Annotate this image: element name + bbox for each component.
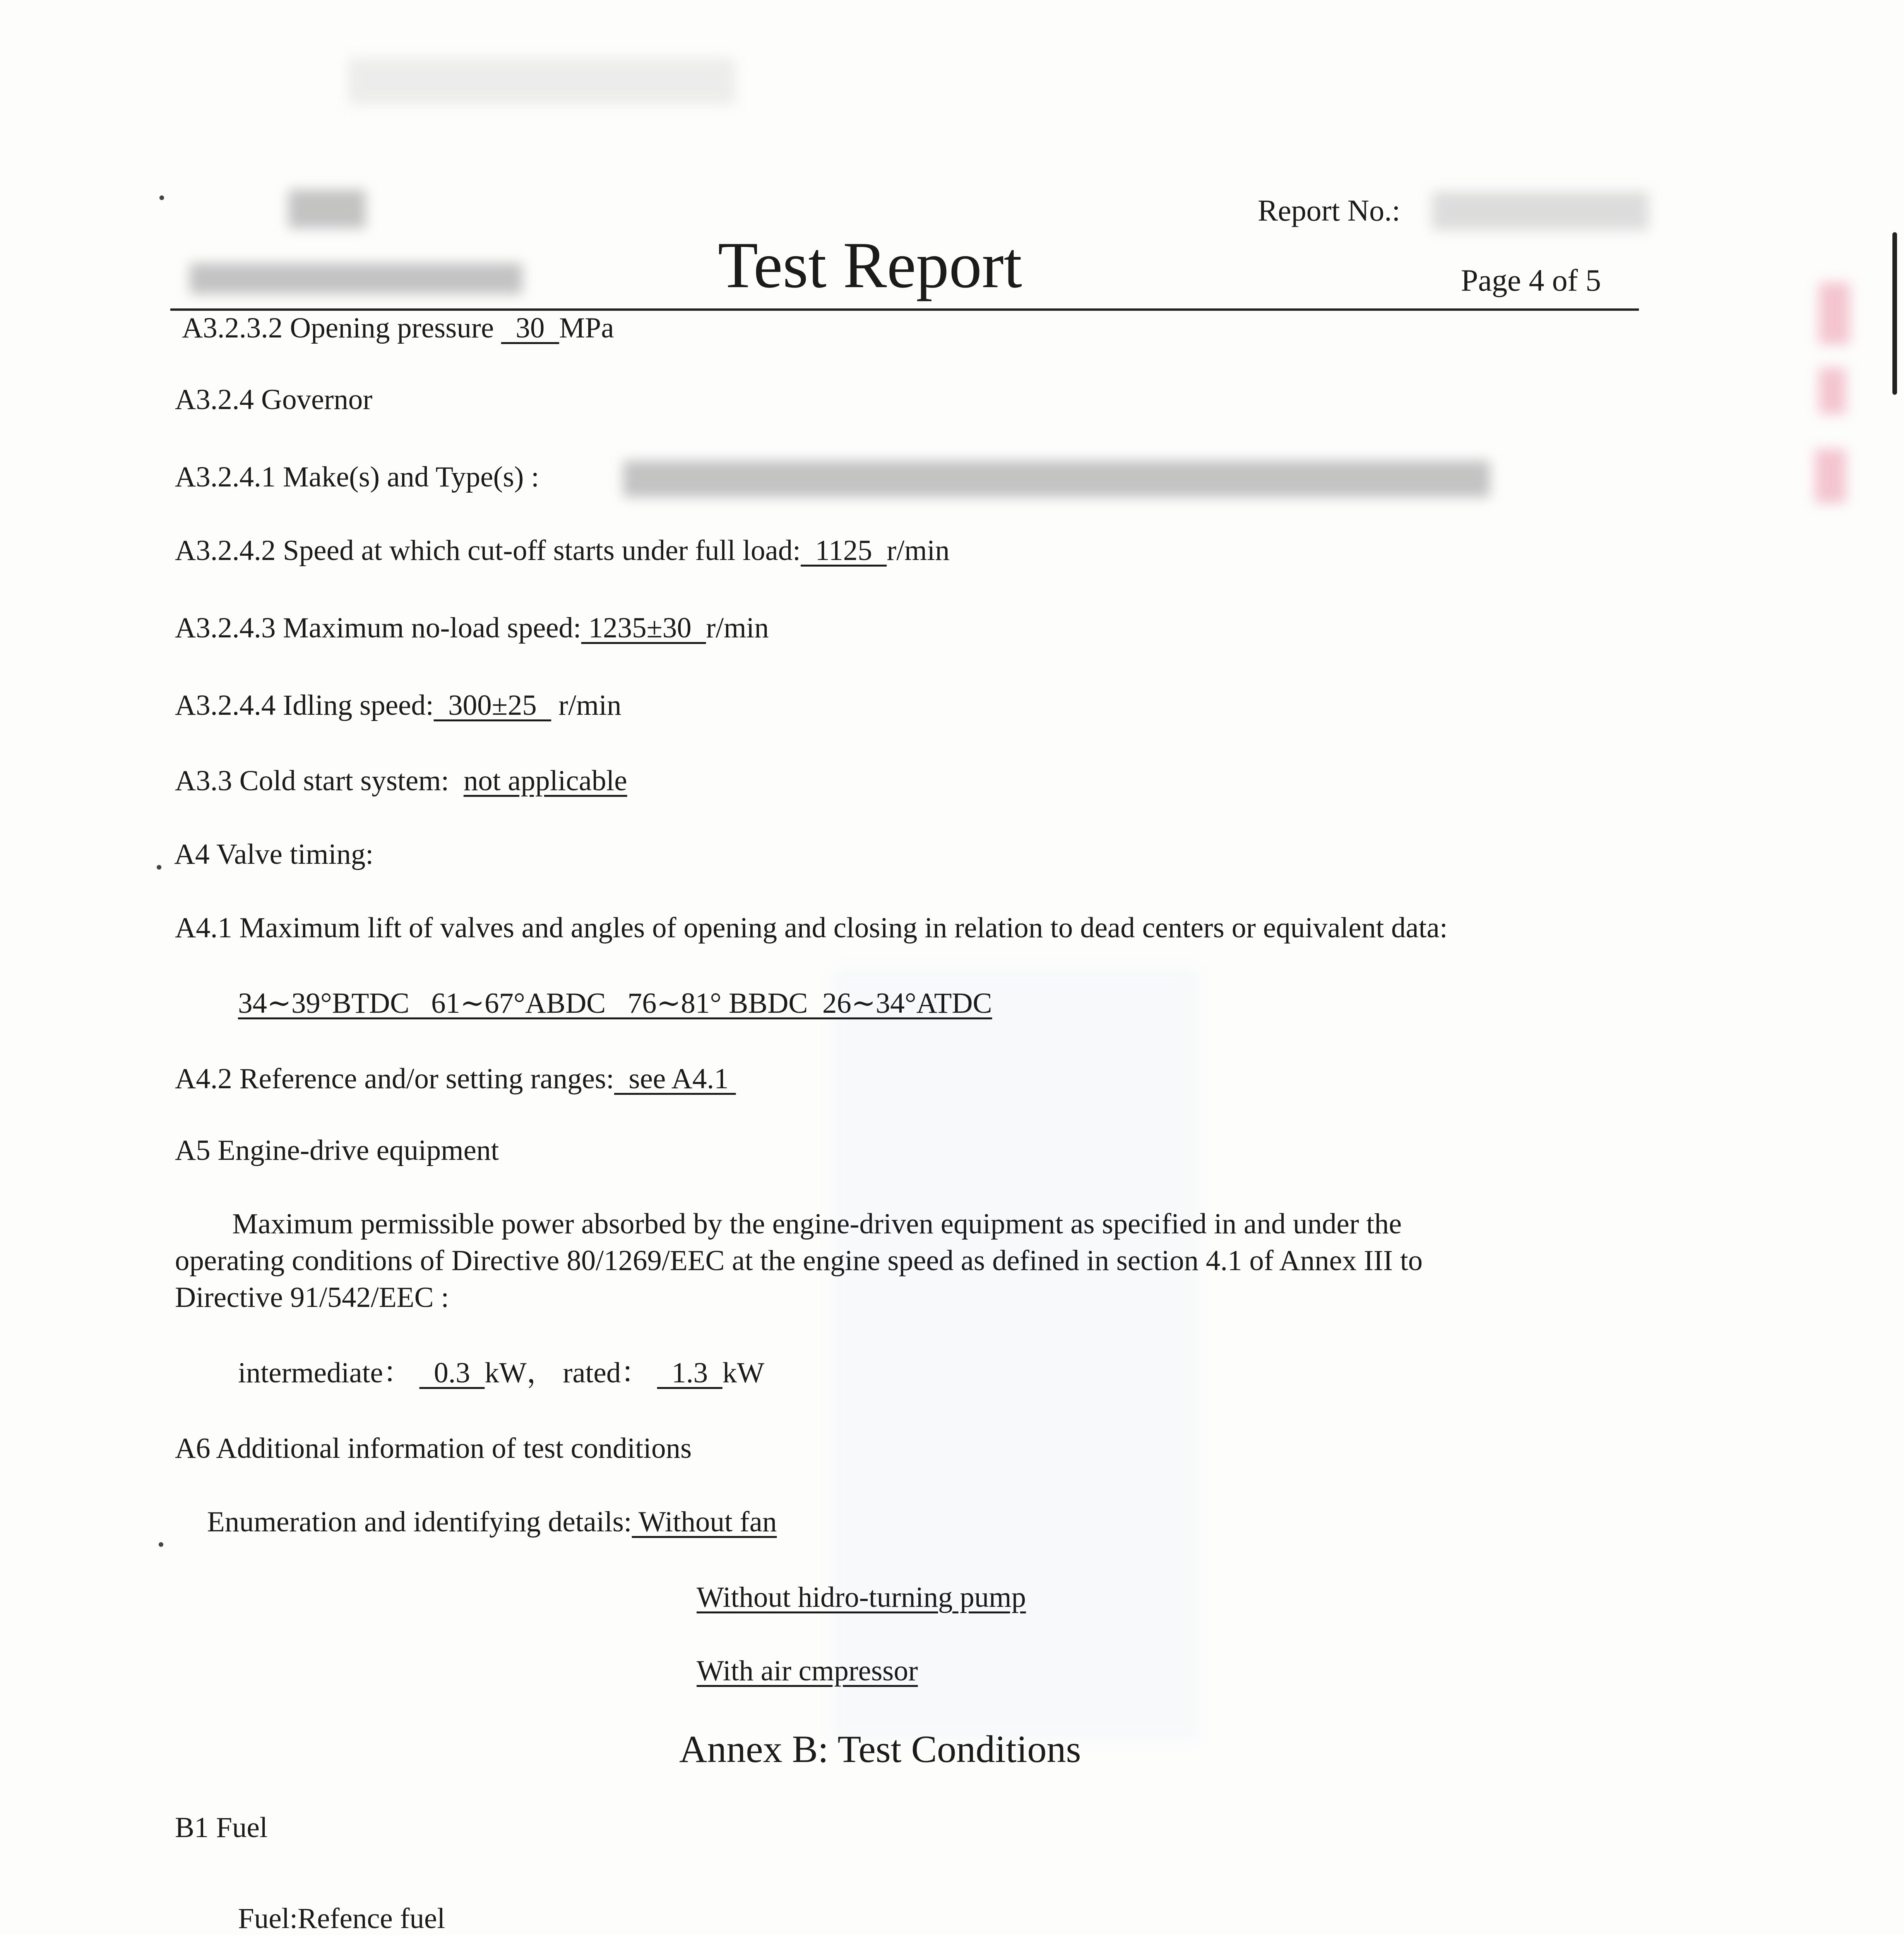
margin-mark bbox=[1819, 283, 1850, 344]
page-number: Page 4 of 5 bbox=[1461, 264, 1601, 298]
line-a33: A3.3 Cold start system: not applicable bbox=[175, 765, 627, 797]
line-a3243: A3.2.4.3 Maximum no-load speed: 1235±30 r/min bbox=[175, 612, 769, 644]
page-title: Test Report bbox=[718, 229, 1022, 301]
line-a324: A3.2.4 Governor bbox=[175, 384, 373, 416]
report-no-label: Report No.: bbox=[1258, 194, 1401, 227]
line-a41: A4.1 Maximum lift of valves and angles of opening and closing in relation to dead centers or equivalent data: bbox=[175, 912, 1448, 944]
line-a3232: A3.2.3.2 Opening pressure 30 MPa bbox=[182, 312, 614, 344]
fuel-line: Fuel:Refence fuel bbox=[238, 1902, 445, 1935]
speck bbox=[159, 195, 164, 200]
line-a4: A4 Valve timing: bbox=[174, 838, 374, 870]
power-values: intermediate： 0.3 kW， rated： 1.3 kW bbox=[238, 1357, 765, 1389]
valve-timing-values: 34∼39°BTDC 61∼67°ABDC 76∼81° BBDC 26∼34°ATDC bbox=[238, 987, 992, 1019]
scan-artifact bbox=[348, 58, 735, 104]
margin-mark bbox=[1819, 368, 1846, 414]
a5-paragraph-line-3: Directive 91/542/EEC : bbox=[175, 1281, 449, 1313]
margin-mark bbox=[1815, 449, 1846, 503]
enumeration-item-2: Without hidro-turning pump bbox=[697, 1581, 1026, 1613]
line-a3244: A3.2.4.4 Idling speed: 300±25 r/min bbox=[175, 689, 622, 721]
line-a3242: A3.2.4.2 Speed at which cut-off starts under full load: 1125 r/min bbox=[175, 534, 950, 567]
line-a5: A5 Engine-drive equipment bbox=[175, 1134, 499, 1166]
annex-b-title: Annex B: Test Conditions bbox=[679, 1728, 1081, 1771]
speck bbox=[159, 1542, 163, 1547]
redacted-company-name bbox=[190, 263, 522, 294]
header-divider bbox=[170, 308, 1639, 311]
a5-paragraph-line-1: Maximum permissible power absorbed by the engine-driven equipment as specified in and under the bbox=[232, 1208, 1402, 1240]
enumeration-item-3: With air cmpressor bbox=[697, 1655, 918, 1687]
scan-artifact bbox=[832, 968, 1200, 1742]
line-a3241: A3.2.4.1 Make(s) and Type(s) : bbox=[175, 461, 539, 493]
edge-binding-mark bbox=[1892, 232, 1897, 395]
line-a42: A4.2 Reference and/or setting ranges: see A4.1 bbox=[175, 1063, 736, 1095]
speck bbox=[157, 865, 161, 870]
enumeration-details: Enumeration and identifying details: Without fan bbox=[207, 1506, 777, 1538]
redacted-logo bbox=[288, 190, 366, 228]
line-a6: A6 Additional information of test conditions bbox=[175, 1432, 692, 1464]
redacted-make-type bbox=[623, 461, 1490, 497]
b1-heading: B1 Fuel bbox=[175, 1812, 268, 1844]
redacted-report-number bbox=[1432, 192, 1649, 230]
a5-paragraph-line-2: operating conditions of Directive 80/1269/EEC at the engine speed as defined in section 4.1 of Annex III to bbox=[175, 1245, 1423, 1277]
